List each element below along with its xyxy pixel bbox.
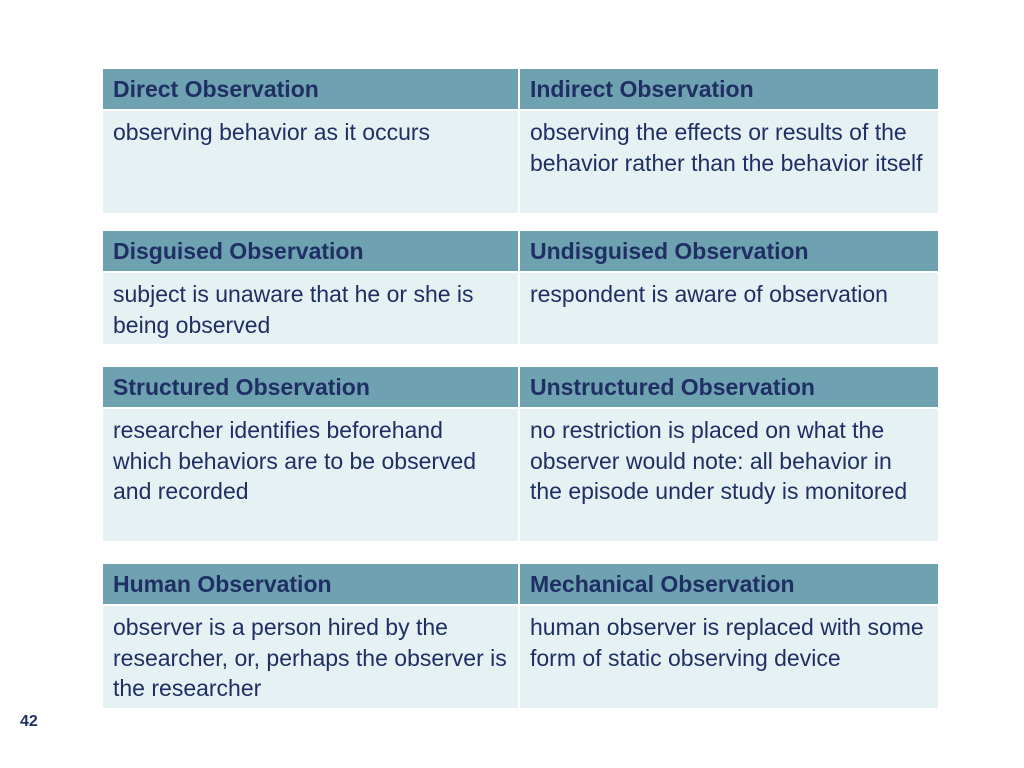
table-body-row bbox=[103, 110, 938, 213]
table-header-row bbox=[103, 564, 938, 605]
disguised-observation-description: subject is unaware that he or she is being observed bbox=[103, 272, 519, 344]
page-number: 42 bbox=[20, 713, 38, 730]
undisguised-observation-heading: Undisguised Observation bbox=[519, 231, 938, 272]
table-body-row bbox=[103, 605, 938, 708]
mechanical-observation-heading: Mechanical Observation bbox=[519, 564, 938, 605]
human-mechanical-table bbox=[103, 564, 938, 708]
table-header-row bbox=[103, 231, 938, 272]
disguised-observation-heading: Disguised Observation bbox=[103, 231, 519, 272]
undisguised-observation-description: respondent is aware of observation bbox=[519, 272, 938, 344]
disguised-undisguised-table bbox=[103, 231, 938, 344]
human-observation-heading: Human Observation bbox=[103, 564, 519, 605]
table-body-row bbox=[103, 408, 938, 541]
human-observation-description: observer is a person hired by the researcher, or, perhaps the observer is the researcher bbox=[103, 605, 519, 708]
indirect-observation-heading: Indirect Observation bbox=[519, 69, 938, 110]
direct-observation-heading: Direct Observation bbox=[103, 69, 519, 110]
structured-unstructured-table bbox=[103, 367, 938, 541]
unstructured-observation-heading: Unstructured Observation bbox=[519, 367, 938, 408]
table-header-row bbox=[103, 69, 938, 110]
structured-observation-heading: Structured Observation bbox=[103, 367, 519, 408]
table-header-row bbox=[103, 367, 938, 408]
mechanical-observation-description: human observer is replaced with some form of static observing device bbox=[519, 605, 938, 708]
direct-indirect-table bbox=[103, 69, 938, 213]
direct-observation-description: observing behavior as it occurs bbox=[103, 110, 519, 213]
table-body-row bbox=[103, 272, 938, 344]
unstructured-observation-description: no restriction is placed on what the observer would note: all behavior in the episode under study is monitored bbox=[519, 408, 938, 541]
structured-observation-description: researcher identifies beforehand which behaviors are to be observed and recorded bbox=[103, 408, 519, 541]
indirect-observation-description: observing the effects or results of the behavior rather than the behavior itself bbox=[519, 110, 938, 213]
